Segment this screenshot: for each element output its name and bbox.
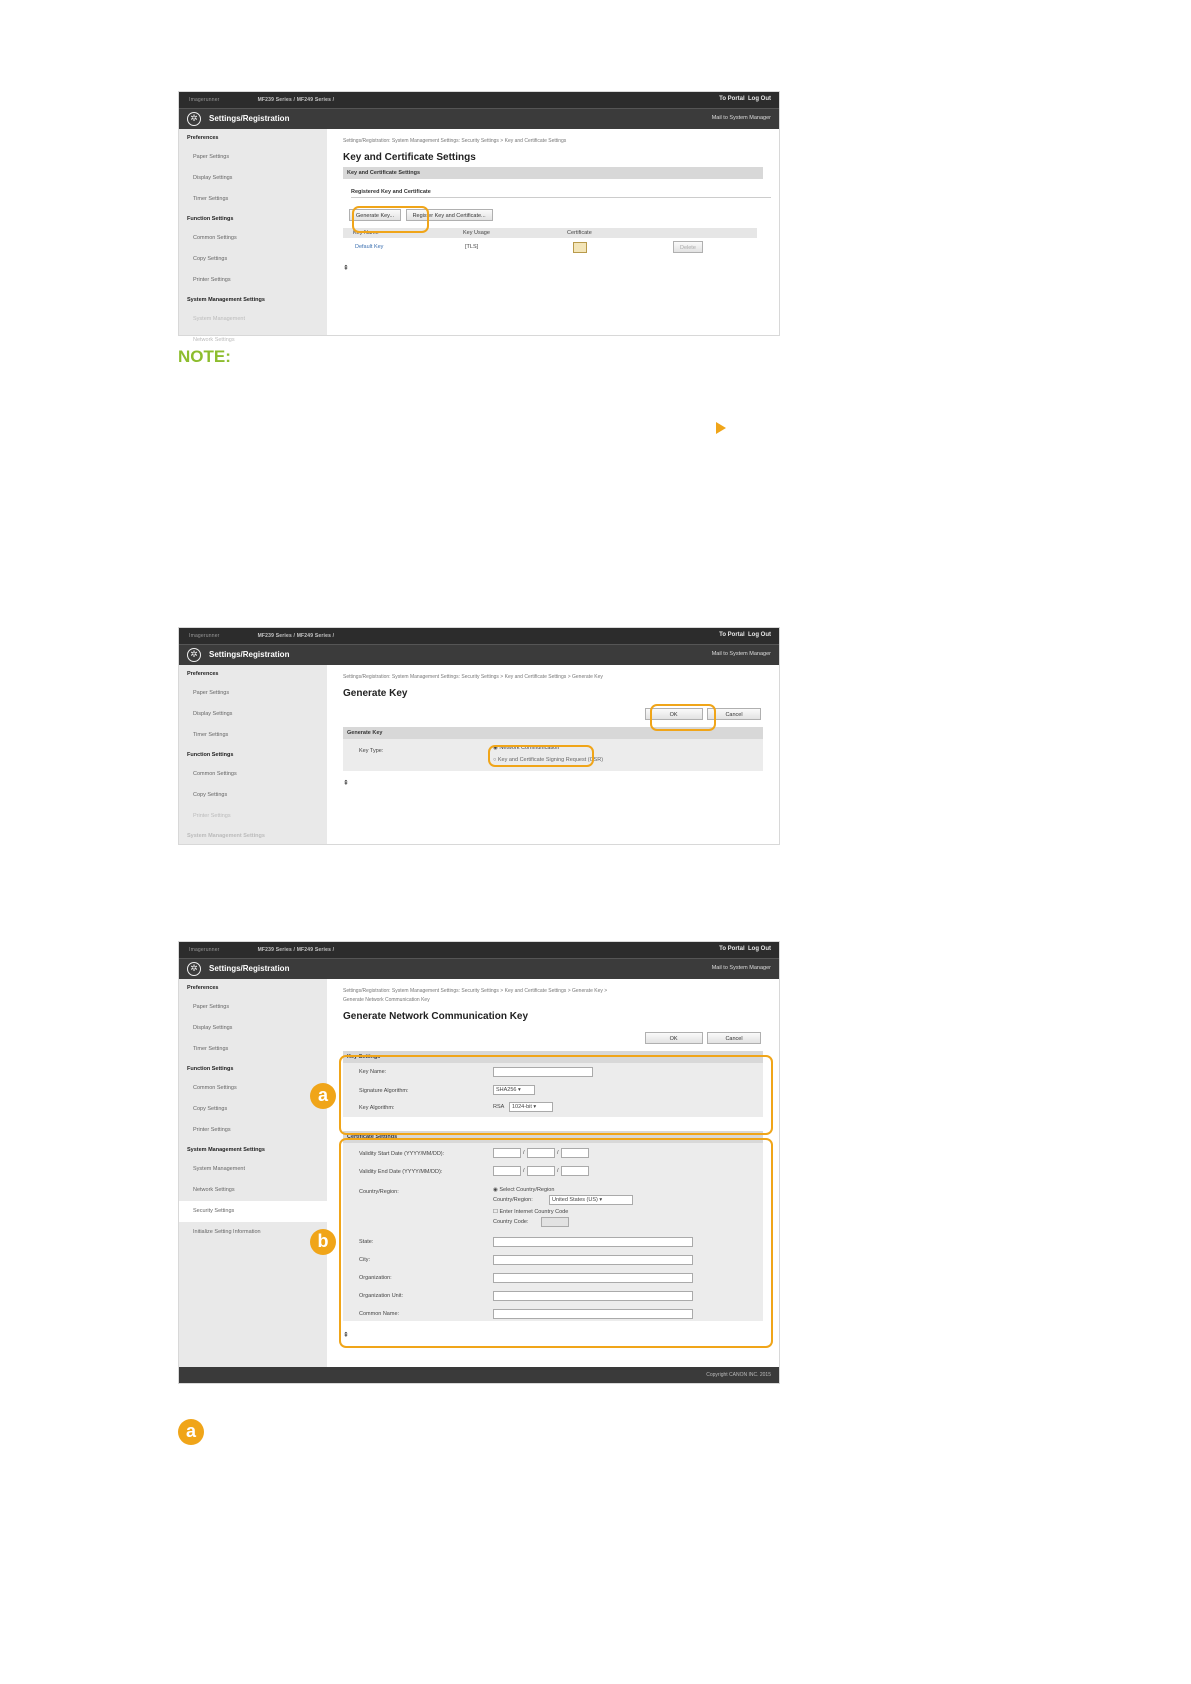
sidebar-item-copy-settings[interactable]: Copy Settings (193, 792, 228, 798)
to-portal-link[interactable]: To Portal (719, 632, 745, 638)
app-title: Settings/Registration (209, 964, 290, 973)
start-date-label: Validity Start Date (YYYY/MM/DD): (359, 1151, 445, 1157)
sidebar (179, 979, 327, 1367)
key-usage-value: [TLS] (465, 244, 479, 250)
checkbox-icon[interactable]: ☐ (493, 1209, 498, 1215)
top-links (719, 946, 771, 952)
table-row (343, 238, 763, 258)
screenshot-generate-key (178, 627, 780, 845)
option-csr[interactable]: ○ Key and Certificate Signing Request (CSR) (493, 757, 604, 763)
col-key-name: Key Name (353, 230, 379, 236)
sidebar-heading-function-settings: Function Settings (187, 216, 234, 222)
note-heading: NOTE: (178, 347, 231, 366)
select-country-option[interactable]: ◉ Select Country/Region (493, 1187, 555, 1193)
register-key-button[interactable]: Register Key and Certificate... (406, 209, 493, 221)
device-crumb: Imagerunner MF239 Series / MF249 Series / (189, 633, 335, 639)
sidebar-item-display-settings[interactable]: Display Settings (193, 175, 233, 181)
key-type-label: Key Type: (359, 748, 384, 754)
settings-logo-icon: ✲ (187, 112, 201, 126)
signature-algorithm-select[interactable]: SHA256 ▾ (493, 1085, 535, 1095)
sidebar-item-timer-settings[interactable]: Timer Settings (193, 196, 229, 202)
breadcrumb: Settings/Registration: System Management Settings: Security Settings > Key and Certificate Settings > Generate Key (343, 674, 603, 680)
top-bar (179, 942, 779, 958)
app-title: Settings/Registration (209, 650, 290, 659)
highlight-network-communication (488, 745, 594, 767)
highlight-key-settings (339, 1055, 773, 1135)
country-label: Country/Region: (359, 1189, 399, 1195)
sidebar-heading-function-settings: Function Settings (187, 1066, 234, 1072)
sidebar-item-paper-settings[interactable]: Paper Settings (193, 1004, 230, 1010)
col-key-usage: Key Usage (463, 230, 490, 236)
page-title: Generate Network Communication Key (343, 1011, 529, 1022)
enter-code-option[interactable]: ☐ Enter Internet Country Code (493, 1209, 569, 1215)
sidebar-item-paper-settings[interactable]: Paper Settings (193, 154, 230, 160)
key-algorithm-select[interactable]: 1024-bit ▾ (509, 1102, 553, 1112)
log-out-link[interactable]: Log Out (748, 96, 771, 102)
common-name-label: Common Name: (359, 1311, 400, 1317)
back-to-top-icon[interactable]: ⇞ (343, 1332, 349, 1339)
country-code-label: Country Code: (493, 1219, 529, 1225)
sidebar-heading-system-management-settings: System Management Settings (187, 297, 265, 303)
sidebar-item-system-management[interactable]: System Management (193, 1166, 245, 1172)
default-key-link[interactable]: Default Key (355, 244, 384, 250)
sidebar-item-display-settings[interactable]: Display Settings (193, 1025, 233, 1031)
settings-logo-icon: ✲ (187, 962, 201, 976)
end-date-label: Validity End Date (YYYY/MM/DD): (359, 1169, 443, 1175)
ok-button[interactable]: OK (645, 1032, 703, 1044)
sidebar-item-system-management[interactable]: System Management (193, 316, 245, 322)
title-bar (179, 644, 779, 665)
sidebar-heading-system-management-settings: System Management Settings (187, 833, 265, 839)
ok-button[interactable]: OK (645, 708, 703, 720)
sidebar-heading-preferences: Preferences (187, 135, 219, 141)
device-crumb: Imagerunner MF239 Series / MF249 Series / (189, 947, 335, 953)
sidebar-item-timer-settings[interactable]: Timer Settings (193, 732, 229, 738)
sidebar-item-common-settings[interactable]: Common Settings (193, 771, 237, 777)
sidebar-heading-preferences: Preferences (187, 671, 219, 677)
screenshot-key-certificate-settings (178, 91, 780, 343)
generate-key-button[interactable]: Generate Key... (349, 209, 401, 221)
option-network-communication[interactable]: ◉ Network Communication (493, 745, 560, 751)
state-label: State: (359, 1239, 374, 1245)
top-links (719, 632, 771, 638)
copyright: Copyright CANON INC. 2015 (706, 1372, 771, 1378)
to-portal-link[interactable]: To Portal (719, 96, 745, 102)
sidebar-item-printer-settings[interactable]: Printer Settings (193, 277, 231, 283)
certificate-icon[interactable] (573, 242, 587, 253)
certificate-settings-header: Certificate Settings (343, 1131, 763, 1143)
sidebar (179, 665, 327, 844)
sidebar-item-display-settings[interactable]: Display Settings (193, 711, 233, 717)
callout-b: b (310, 1229, 336, 1255)
sidebar-item-timer-settings[interactable]: Timer Settings (193, 1046, 229, 1052)
cancel-button[interactable]: Cancel (707, 1032, 761, 1044)
top-links (719, 96, 771, 102)
cancel-button[interactable]: Cancel (707, 708, 761, 720)
screenshot-generate-network-key (178, 941, 780, 1384)
sidebar-item-common-settings[interactable]: Common Settings (193, 1085, 237, 1091)
device-crumb: Imagerunner MF239 Series / MF249 Series / (189, 97, 335, 103)
key-name-label: Key Name: (359, 1069, 387, 1075)
title-bar (179, 958, 779, 979)
radio-unselected-icon[interactable]: ○ (493, 757, 497, 763)
country-select[interactable]: United States (US) ▾ (549, 1195, 633, 1205)
organization-label: Organization: (359, 1275, 392, 1281)
highlight-generate-key (352, 206, 429, 233)
settings-logo-icon: ✲ (187, 648, 201, 662)
signature-algorithm-label: Signature Algorithm: (359, 1088, 409, 1094)
certificate-settings-section: Certificate Settings Validity Start Date (YYYY/MM/DD): / / Validity End Date (YYYY/MM/DD): / / Country/Region: ◉ Select Country/Region Country/Region: United States (US) ▾ ☐ Enter Internet Country Code Country Code: State: City: Organization: Organization Unit: Common Name: (343, 1131, 763, 1321)
footer (179, 1367, 779, 1383)
log-out-link[interactable]: Log Out (748, 946, 771, 952)
organization-unit-label: Organization Unit: (359, 1293, 404, 1299)
radio-selected-icon[interactable]: ◉ (493, 1187, 498, 1193)
country-region-sublabel: Country/Region: (493, 1197, 533, 1203)
back-to-top-icon[interactable]: ⇞ (343, 780, 349, 787)
mail-to-manager-link[interactable]: Mail to System Manager (711, 651, 771, 657)
to-portal-link[interactable]: To Portal (719, 946, 745, 952)
sidebar (179, 129, 327, 343)
breadcrumb: Settings/Registration: System Management Settings: Security Settings > Key and Certificate Settings > Generate Key > Generate Network Communication Key (343, 988, 608, 1003)
section-header: Key and Certificate Settings (343, 167, 763, 179)
app-title: Settings/Registration (209, 114, 290, 123)
mail-to-manager-link[interactable]: Mail to System Manager (711, 115, 771, 121)
breadcrumb: Settings/Registration: System Management Settings: Security Settings > Key and Certificate Settings (343, 138, 567, 144)
key-settings-header: Key Settings (343, 1051, 763, 1063)
section-header: Generate Key (343, 727, 763, 739)
sidebar-heading-function-settings: Function Settings (187, 752, 234, 758)
top-bar (179, 628, 779, 644)
delete-button[interactable]: Delete (673, 241, 703, 253)
col-certificate: Certificate (567, 230, 592, 236)
sidebar-item-printer-settings[interactable]: Printer Settings (193, 1127, 231, 1133)
page-title: Key and Certificate Settings (343, 152, 476, 163)
key-algorithm-prefix: RSA (493, 1104, 505, 1110)
sidebar-item-copy-settings[interactable]: Copy Settings (193, 1106, 228, 1112)
sidebar-item-copy-settings[interactable]: Copy Settings (193, 256, 228, 262)
sidebar-item-network-settings[interactable]: Network Settings (193, 337, 235, 343)
sidebar-item-paper-settings[interactable]: Paper Settings (193, 690, 230, 696)
top-bar (179, 92, 779, 108)
key-algorithm-label: Key Algorithm: (359, 1105, 395, 1111)
sidebar-heading-system-management-settings: System Management Settings (187, 1147, 265, 1153)
sidebar-item-initialize-setting-information[interactable]: Initialize Setting Information (193, 1229, 261, 1235)
highlight-certificate-settings (339, 1138, 773, 1348)
sidebar-item-security-settings[interactable]: Security Settings (179, 1201, 327, 1222)
radio-selected-icon[interactable]: ◉ (493, 745, 498, 751)
city-label: City: (359, 1257, 370, 1263)
sidebar-item-common-settings[interactable]: Common Settings (193, 235, 237, 241)
sidebar-item-network-settings[interactable]: Network Settings (193, 1187, 235, 1193)
title-bar (179, 108, 779, 129)
bottom-callout-a: a (178, 1419, 204, 1445)
callout-a: a (310, 1083, 336, 1109)
sidebar-heading-preferences: Preferences (187, 985, 219, 991)
log-out-link[interactable]: Log Out (748, 632, 771, 638)
mail-to-manager-link[interactable]: Mail to System Manager (711, 965, 771, 971)
highlight-ok-button (650, 704, 716, 731)
subsection-title: Registered Key and Certificate (351, 189, 771, 198)
sidebar-item-printer-settings[interactable]: Printer Settings (193, 813, 231, 819)
link-arrow-icon[interactable] (716, 422, 726, 434)
back-to-top-icon[interactable]: ⇞ (343, 265, 349, 272)
page-title: Generate Key (343, 688, 408, 699)
